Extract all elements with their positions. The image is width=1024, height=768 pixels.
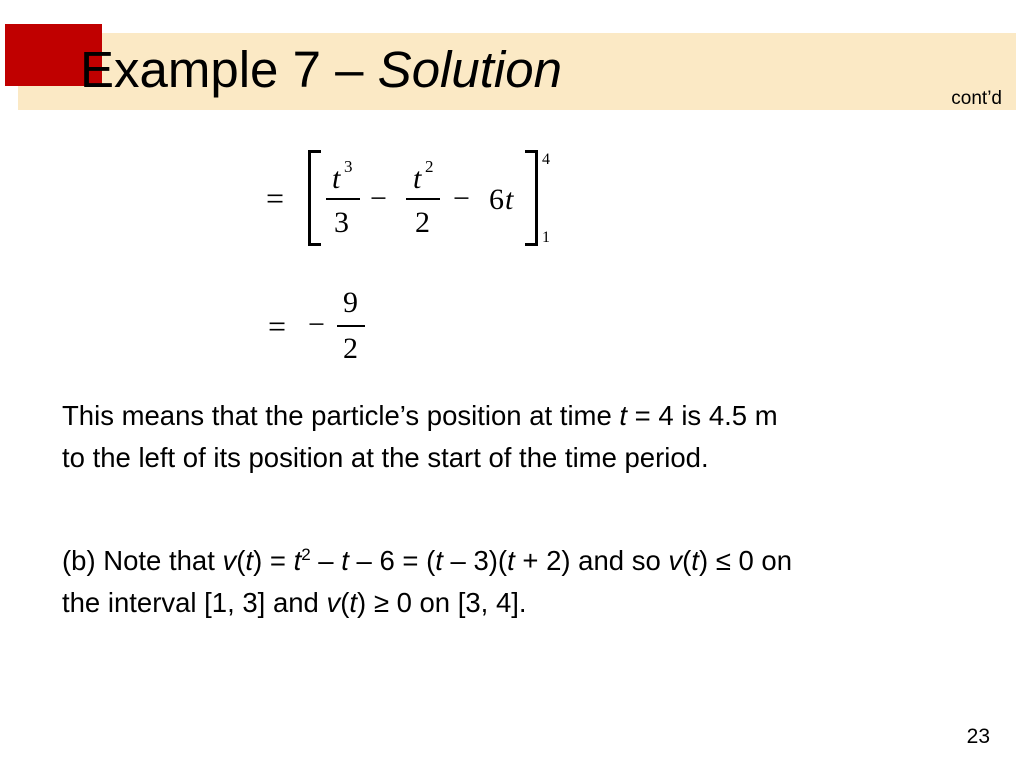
para2-seg: ( — [682, 545, 692, 577]
page-number: 23 — [966, 725, 990, 748]
para2-var: t — [341, 545, 349, 577]
minus-sign-1: − — [370, 182, 387, 215]
paragraph-2 — [62, 534, 992, 624]
para1-text-c: to the left of its position at the start of the time period. — [62, 442, 709, 473]
paragraph-1 — [62, 395, 992, 479]
para2-seg: ) ≥ 0 on [3, 4]. — [357, 587, 527, 619]
minus-sign-2: − — [453, 182, 470, 215]
frac1-num-base: t — [332, 162, 341, 195]
para2-var: t — [435, 545, 443, 577]
para1-var-t: t — [619, 400, 628, 431]
upper-limit: 4 — [542, 151, 550, 168]
para2-var: t — [691, 545, 699, 577]
para2-var: t — [245, 545, 254, 577]
frac2-num-base: t — [413, 162, 422, 195]
last-term-var: t — [505, 183, 514, 216]
frac1-den: 3 — [334, 206, 349, 239]
para2-seg: – 3)( — [442, 545, 508, 577]
para2-var: v — [668, 545, 683, 577]
frac3-bar — [337, 325, 365, 327]
contd-label: cont’d — [951, 88, 1002, 109]
last-term-coef: 6 — [489, 183, 504, 216]
para2-seg: (b) Note that — [62, 545, 223, 577]
frac3-num: 9 — [343, 286, 358, 319]
equals-sign-2: = — [268, 308, 287, 344]
para2-var: t — [507, 545, 515, 577]
para1-text-b: = 4 is 4.5 m — [627, 400, 778, 431]
para2-var: t — [293, 545, 302, 577]
negative-sign: − — [308, 308, 325, 341]
frac1-num-exp: 3 — [344, 157, 353, 176]
para2-seg: – 6 = ( — [348, 545, 436, 577]
para2-seg: ( — [340, 587, 350, 619]
frac2-den: 2 — [415, 206, 430, 239]
title-main: Example 7 – — [80, 41, 378, 98]
para2-seg: + 2) and so — [514, 545, 669, 577]
para1-text-a: This means that the particle’s position at time — [62, 400, 620, 431]
title-italic: Solution — [377, 41, 562, 98]
equals-sign: = — [266, 180, 285, 216]
para2-seg: ) = — [253, 545, 294, 577]
frac3-den: 2 — [343, 332, 358, 365]
para2-exponent: 2 — [301, 545, 311, 564]
para2-var: v — [326, 587, 341, 619]
para2-var: v — [222, 545, 237, 577]
para2-seg: the interval [1, 3] and — [62, 587, 327, 619]
para2-seg: ( — [236, 545, 246, 577]
para2-var: t — [349, 587, 358, 619]
lower-limit: 1 — [542, 229, 550, 246]
frac2-num-exp: 2 — [425, 157, 434, 176]
para2-seg: ) ≤ 0 on — [698, 545, 792, 577]
para2-seg: – — [310, 545, 342, 577]
